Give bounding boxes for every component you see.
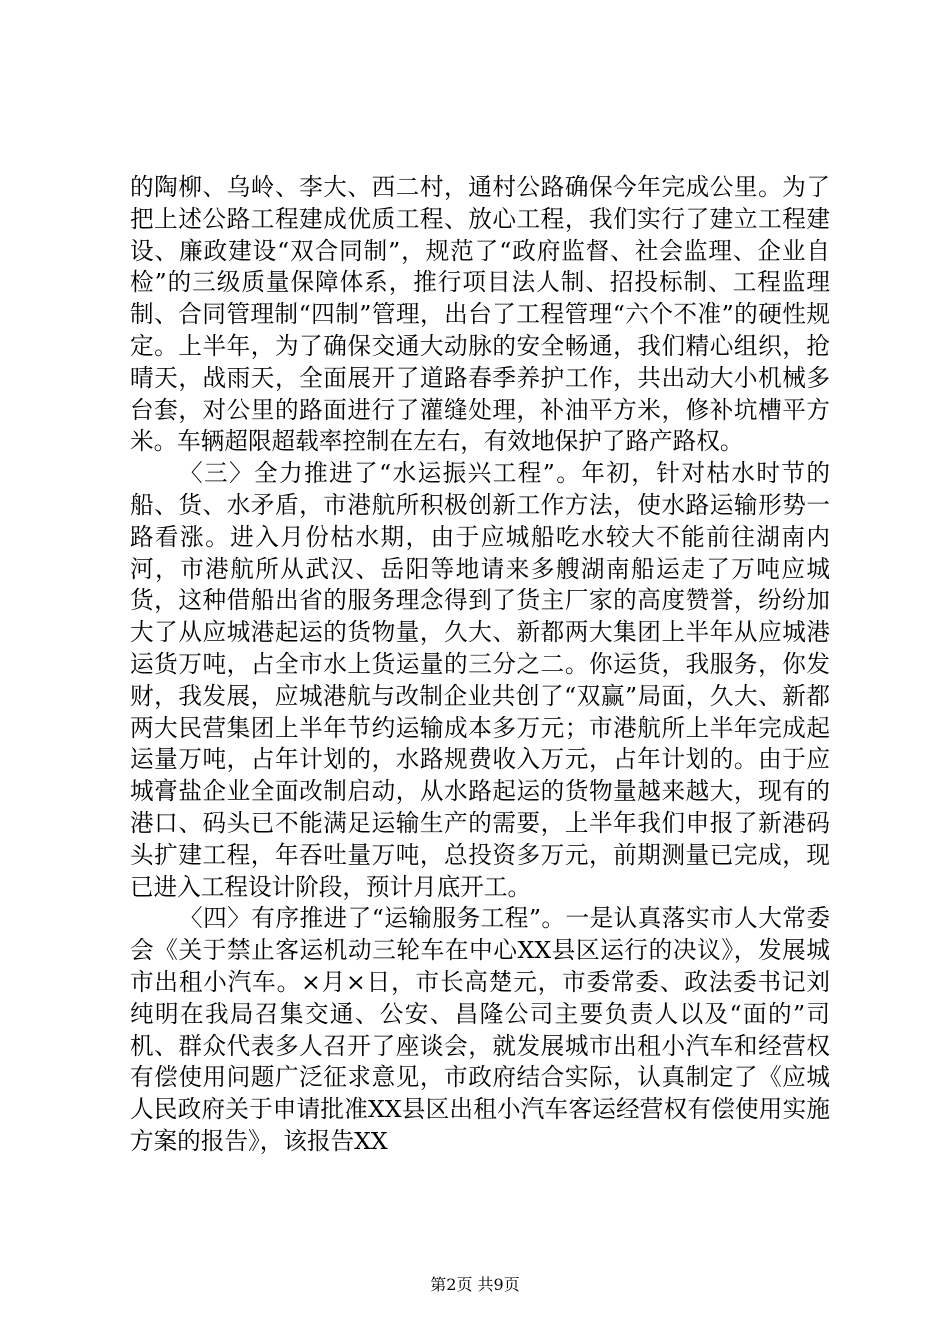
document-body	[130, 172, 830, 1158]
paragraph-transport-service: 〈四〉有序推进了“运输服务工程”。一是认真落实市人大常委会《关于禁止客运机动三轮车在中心XX县区运行的决议》，发展城市出租小汽车。×月×日，市长高楚元，市委常委、政法委书记刘纯明在我局召集交通、公安、昌隆公司主要负责人以及“面的”司机、群众代表多人召开了座谈会，就发展城市出租小汽车和经营权有偿使用问题广泛征求意见，市政府结合实际，认真制定了《应城人民政府关于申请批准XX县区出租小汽车客运经营权有偿使用实施方案的报告》，该报告XX	[130, 904, 830, 1155]
paragraph-water-transport: 〈三〉全力推进了“水运振兴工程”。年初，针对枯水时节的船、货、水矛盾，市港航所积极创新工作方法，使水路运输形势一路看涨。进入月份枯水期，由于应城船吃水较大不能前往湖南内河，市港航所从武汉、岳阳等地请来多艘湖南船运走了万吨应城货，这种借船出省的服务理念得到了货主厂家的高度赞誉，纷纷加大了从应城港起运的货物量，久大、新都两大集团上半年从应城港运货万吨，占全市水上货运量的三分之二。你运货，我服务，你发财，我发展，应城港航与改制企业共创了“双赢”局面，久大、新都两大民营集团上半年节约运输成本多万元；市港航所上半年完成起运量万吨，占年计划的，水路规费收入万元，占年计划的。由于应城膏盐企业全面改制启动，从水路起运的货物量越来越大，现有的港口、码头已不能满足运输生产的需要，上半年我们申报了新港码头扩建工程，年吞吐量万吨，总投资多万元，前期测量已完成，现已进入工程设计阶段，预计月底开工。	[130, 459, 830, 901]
page-number-footer: 第2页 共9页	[430, 1275, 520, 1294]
paragraph-road-works: 的陶柳、乌岭、李大、西二村，通村公路确保今年完成公里。为了把上述公路工程建成优质工程、放心工程，我们实行了建立工程建设、廉政建设“双合同制”，规范了“政府监督、社会监理、企业自检”的三级质量保障体系，推行项目法人制、招投标制、工程监理制、合同管理制“四制”管理，出台了工程管理“六个不准”的硬性规定。上半年，为了确保交通大动脉的安全畅通，我们精心组织，抢晴天，战雨天，全面展开了道路春季养护工作，共出动大小机械多台套，对公里的路面进行了灌缝处理，补油平方米，修补坑槽平方米。车辆超限超载率控制在左右，有效地保护了路产路权。	[130, 173, 830, 456]
